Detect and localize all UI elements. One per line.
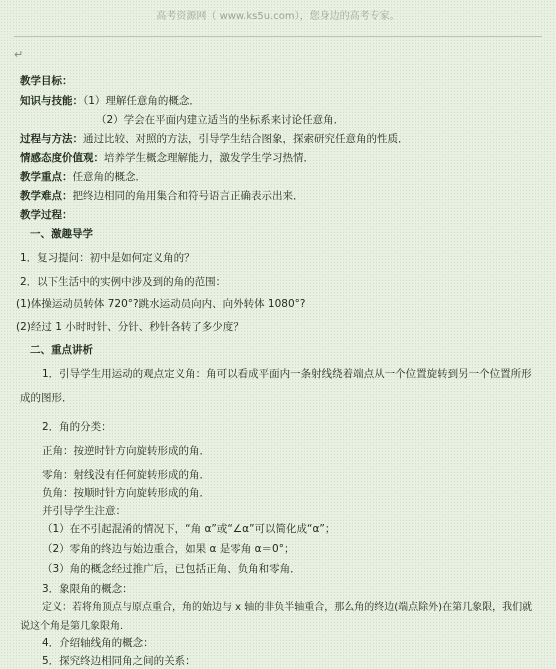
knowledge-item-1: （1）理解任意角的概念． [83, 95, 200, 107]
section-2-heading: 二、重点讲析 [30, 344, 93, 356]
notice-line: 并引导学生注意： [42, 505, 126, 517]
quadrant-definition: 定义：若将角顶点与原点重合，角的始边与 x 轴的非负半轴重合，那么角的终边(端点除外)在第几象限，我们就说这个角是第几象限角． [20, 602, 533, 632]
notice-1: （1）在不引起混淆的情况下，“角 α”或“∠α”可以简化成“α”； [42, 523, 336, 535]
attitude-line [20, 151, 314, 165]
paragraph-mark-icon: ↵ [14, 48, 24, 61]
notice-2: （2）零角的终边与始边重合，如果 α 是零角 α＝0°； [42, 543, 295, 555]
process-method-line [20, 132, 409, 146]
knowledge-skills-line [20, 94, 200, 108]
attitude-label: 情感态度价值观： [20, 152, 104, 164]
key-point-text: 任意角的概念． [72, 171, 146, 183]
difficulty-line [20, 189, 304, 203]
knowledge-item-2: （2）学会在平面内建立适当的坐标系来讨论任意角． [96, 114, 345, 126]
process-text: 通过比较、对照的方法，引导学生结合图象，探索研究任意角的性质． [83, 133, 409, 145]
point-3-quadrant: 3．象限角的概念： [42, 583, 133, 595]
point-4-axis-angle: 4．介绍轴线角的概念： [42, 637, 154, 649]
question-2a: (1)体操运动员转体 720°?跳水运动员向内、向外转体 1080°? [16, 298, 306, 310]
teaching-goals-title: 教学目标： [20, 75, 73, 87]
header-divider [14, 36, 542, 37]
difficulty-label: 教学难点： [20, 190, 73, 202]
section-1-heading: 一、激趣导学 [30, 228, 93, 240]
notice-3: （3）角的概念经过推广后，已包括正角、负角和零角． [42, 563, 301, 575]
point-1-definition: 1．引导学生用运动的观点定义角：角可以看成平面内一条射线绕着端点从一个位置旋转到另一个位置所形成的图形． [20, 368, 532, 404]
page-header: 高考资源网（ www.ks5u.com），您身边的高考专家。 [156, 11, 400, 22]
question-2b: (2)经过 1 小时时针、分针、秒针各转了多少度？ [16, 321, 244, 333]
point-5-coterminal: 5．探究终边相同角之间的关系： [42, 655, 196, 667]
point-2-classification: 2．角的分类： [42, 421, 112, 433]
attitude-text: 培养学生概念理解能力，激发学生学习热情． [104, 152, 314, 164]
process-label: 过程与方法： [20, 133, 83, 145]
positive-angle: 正角：按逆时针方向旋转形成的角． [42, 445, 210, 457]
teaching-process-title: 教学过程： [20, 209, 73, 221]
question-2: 2．以下生活中的实例中涉及到的角的范围： [20, 276, 227, 288]
negative-angle: 负角：按顺时针方向旋转形成的角． [42, 487, 210, 499]
difficulty-text: 把终边相同的角用集合和符号语言正确表示出来． [72, 190, 304, 202]
zero-angle: 零角：射线没有任何旋转形成的角． [42, 469, 210, 481]
question-1: 1．复习提问：初中是如何定义角的？ [20, 252, 195, 264]
knowledge-label: 知识与技能： [20, 95, 83, 107]
key-point-label: 教学重点： [20, 171, 73, 183]
key-point-line [20, 170, 146, 184]
